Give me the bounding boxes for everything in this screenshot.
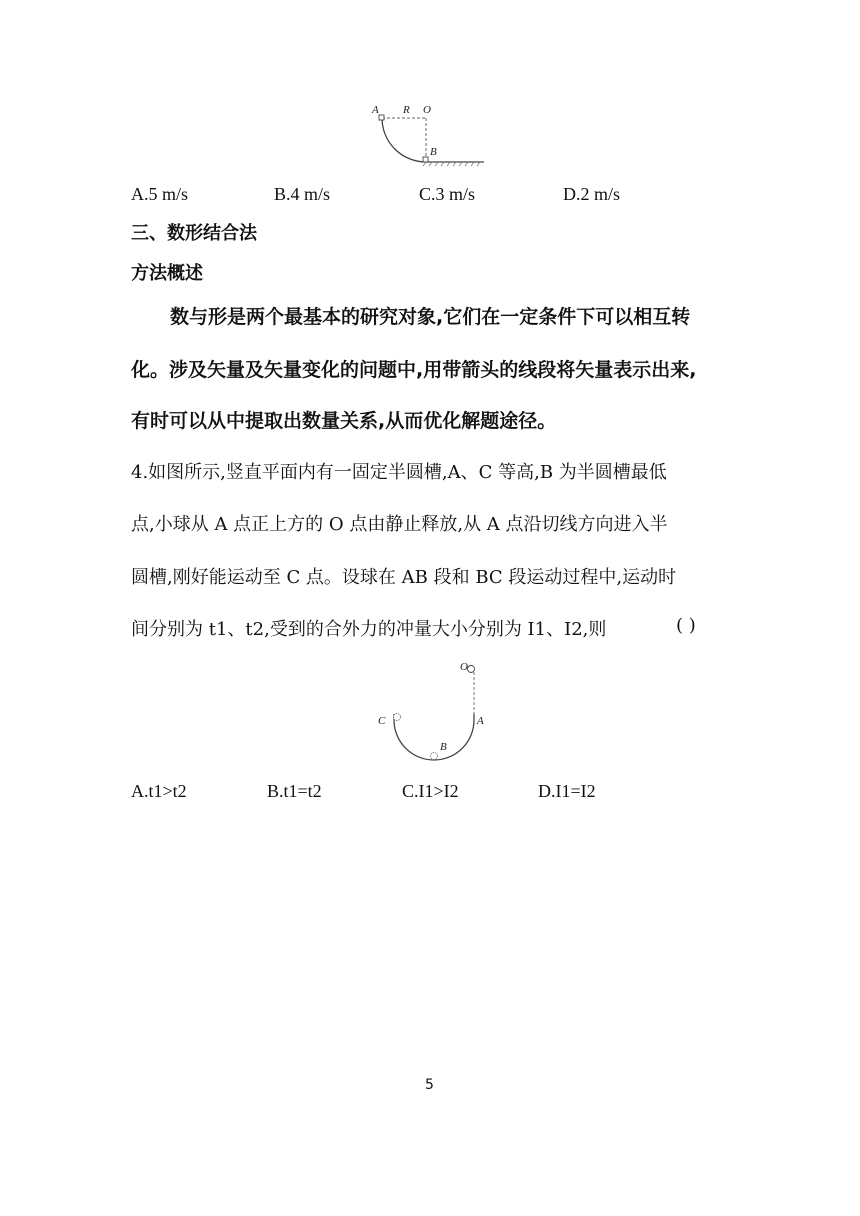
q4-line-2: 点,小球从 A 点正上方的 O 点由静止释放,从 A 点沿切线方向进入半 xyxy=(131,514,668,535)
ball-at-c xyxy=(394,714,401,721)
q4-option-a[interactable]: A.t1>t2 xyxy=(131,781,187,801)
method-line-2: 化。涉及矢量及矢量变化的问题中,用带箭头的线段将矢量表示出来, xyxy=(131,359,697,381)
label-b: B xyxy=(430,146,437,158)
q3-option-c[interactable]: C.3 m/s xyxy=(419,184,476,204)
q4-option-b[interactable]: B.t1=t2 xyxy=(267,781,322,801)
q3-option-d[interactable]: D.2 m/s xyxy=(563,184,621,204)
q4-options-row xyxy=(131,781,771,807)
label-r: R xyxy=(403,104,410,116)
q3-options-row xyxy=(131,184,771,210)
label-o: O xyxy=(423,104,431,116)
answer-bracket[interactable]: ( ) xyxy=(676,615,696,636)
label-b: B xyxy=(440,741,447,753)
q3-option-a[interactable]: A.5 m/s xyxy=(131,184,189,204)
quarter-arc xyxy=(382,118,426,162)
ball-at-o xyxy=(468,666,475,673)
q4-line-1: 4.如图所示,竖直平面内有一固定半圆槽,A、C 等高,B 为半圆槽最低 xyxy=(131,462,667,483)
section-title: 三、数形结合法 xyxy=(131,223,257,244)
block-at-b xyxy=(423,157,428,162)
block-at-a xyxy=(379,115,384,120)
label-o: O xyxy=(460,661,468,673)
ball-at-b xyxy=(431,753,438,760)
q4-option-d[interactable]: D.I1=I2 xyxy=(538,781,596,801)
figure-semicircle-groove xyxy=(372,658,492,764)
method-title: 方法概述 xyxy=(131,263,203,284)
label-c: C xyxy=(378,715,386,727)
method-line-3: 有时可以从中提取出数量关系,从而优化解题途径。 xyxy=(131,410,557,432)
q3-option-b[interactable]: B.4 m/s xyxy=(274,184,331,204)
q4-line-4: 间分别为 t1、t2,受到的合外力的冲量大小分别为 I1、I2,则 xyxy=(131,619,607,640)
label-a: A xyxy=(372,104,379,116)
q4-line-3: 圆槽,刚好能运动至 C 点。设球在 AB 段和 BC 段运动过程中,运动时 xyxy=(131,567,677,588)
page-number: 5 xyxy=(425,1077,434,1093)
method-line-1: 数与形是两个最基本的研究对象,它们在一定条件下可以相互转 xyxy=(170,306,691,328)
figure-quarter-circle-track xyxy=(366,100,496,170)
q4-option-c[interactable]: C.I1>I2 xyxy=(402,781,459,801)
label-a: A xyxy=(477,715,484,727)
